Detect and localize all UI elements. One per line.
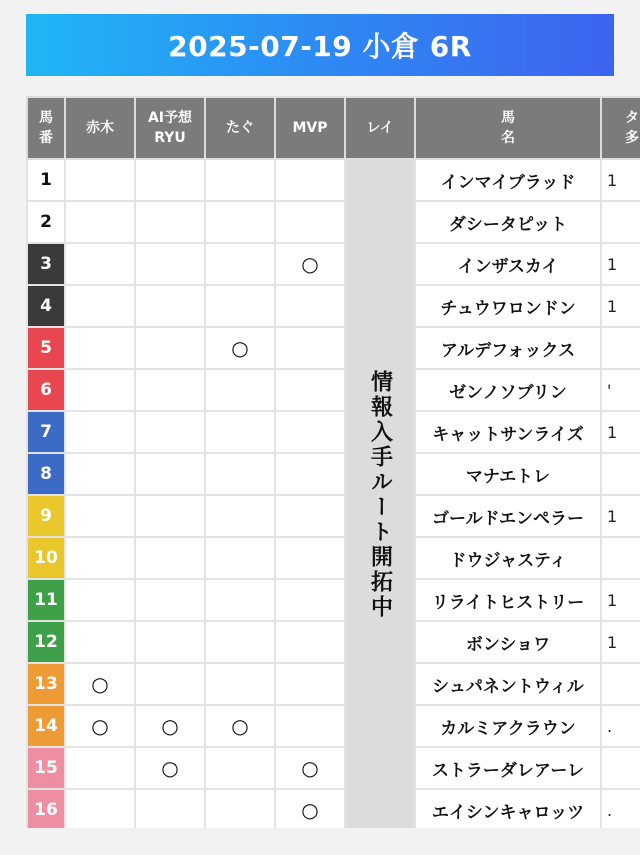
horse-name-cell[interactable]: リライトヒストリー: [415, 579, 601, 621]
akagi-mark-cell: ○: [65, 705, 135, 747]
mvp-mark-cell: [275, 285, 345, 327]
ai-ryu-mark-cell: [135, 663, 205, 705]
horse-number-cell: 4: [27, 285, 65, 327]
horse-number-cell: 12: [27, 621, 65, 663]
mvp-mark-cell: [275, 159, 345, 201]
horse-name-cell[interactable]: ゼンノソブリン: [415, 369, 601, 411]
header-ai-ryu: AI予想 RYU: [135, 97, 205, 159]
horse-name-cell[interactable]: アルデフォックス: [415, 327, 601, 369]
rei-status-text: 情報入手ルート開拓中: [367, 370, 393, 620]
horse-number-cell: 10: [27, 537, 65, 579]
akagi-mark-cell: [65, 789, 135, 828]
horse-number-cell: 6: [27, 369, 65, 411]
tagu-mark-cell: [205, 201, 275, 243]
ai-ryu-mark-cell: [135, 621, 205, 663]
tagu-mark-cell: [205, 495, 275, 537]
extra-cell: [601, 453, 640, 495]
mvp-mark-cell: [275, 369, 345, 411]
mvp-mark-cell: [275, 705, 345, 747]
mvp-mark-cell: [275, 495, 345, 537]
table-row: [27, 663, 640, 705]
tagu-mark-cell: ○: [205, 705, 275, 747]
ai-ryu-mark-cell: [135, 369, 205, 411]
akagi-mark-cell: [65, 537, 135, 579]
ai-ryu-mark-cell: [135, 789, 205, 828]
akagi-mark-cell: [65, 285, 135, 327]
horse-number-cell: 5: [27, 327, 65, 369]
horse-number-cell: 14: [27, 705, 65, 747]
table-header-row: [27, 97, 640, 159]
mvp-mark-cell: [275, 327, 345, 369]
ai-ryu-mark-cell: [135, 285, 205, 327]
tagu-mark-cell: [205, 243, 275, 285]
horse-number-cell: 1: [27, 159, 65, 201]
horse-number-cell: 3: [27, 243, 65, 285]
horse-number-cell: 7: [27, 411, 65, 453]
horse-name-cell[interactable]: シュパネントウィル: [415, 663, 601, 705]
table-row: [27, 537, 640, 579]
ai-ryu-mark-cell: ○: [135, 747, 205, 789]
rei-merged-cell: [345, 159, 415, 828]
extra-cell: [601, 747, 640, 789]
tagu-mark-cell: [205, 453, 275, 495]
akagi-mark-cell: [65, 453, 135, 495]
table-row: [27, 621, 640, 663]
horse-name-cell[interactable]: ボンショワ: [415, 621, 601, 663]
extra-cell: 1: [601, 243, 640, 285]
ai-ryu-mark-cell: [135, 495, 205, 537]
table-row: [27, 453, 640, 495]
mvp-mark-cell: [275, 537, 345, 579]
extra-cell: [601, 537, 640, 579]
horse-name-cell[interactable]: ダシータピット: [415, 201, 601, 243]
akagi-mark-cell: [65, 159, 135, 201]
horse-name-cell[interactable]: チュウワロンドン: [415, 285, 601, 327]
tagu-mark-cell: [205, 789, 275, 828]
horse-name-cell[interactable]: インザスカイ: [415, 243, 601, 285]
horse-name-cell[interactable]: エイシンキャロッツ: [415, 789, 601, 828]
table-row: [27, 789, 640, 828]
akagi-mark-cell: ○: [65, 663, 135, 705]
prediction-table-container[interactable]: [26, 96, 640, 828]
horse-number-cell: 2: [27, 201, 65, 243]
table-row: [27, 159, 640, 201]
tagu-mark-cell: ○: [205, 327, 275, 369]
horse-number-cell: 11: [27, 579, 65, 621]
table-row: [27, 411, 640, 453]
horse-number-cell: 16: [27, 789, 65, 828]
horse-name-cell[interactable]: マナエトレ: [415, 453, 601, 495]
header-horse-name: 馬 名: [415, 97, 601, 159]
header-mvp: MVP: [275, 97, 345, 159]
extra-cell: 1: [601, 285, 640, 327]
extra-cell: 1: [601, 621, 640, 663]
ai-ryu-mark-cell: [135, 159, 205, 201]
horse-name-cell[interactable]: カルミアクラウン: [415, 705, 601, 747]
ai-ryu-mark-cell: [135, 411, 205, 453]
akagi-mark-cell: [65, 369, 135, 411]
header-rei: レイ: [345, 97, 415, 159]
horse-name-cell[interactable]: ストラーダレアーレ: [415, 747, 601, 789]
header-extra: タ 多: [601, 97, 640, 159]
mvp-mark-cell: ○: [275, 747, 345, 789]
header-horse-number: 馬 番: [27, 97, 65, 159]
tagu-mark-cell: [205, 621, 275, 663]
tagu-mark-cell: [205, 747, 275, 789]
ai-ryu-mark-cell: [135, 243, 205, 285]
tagu-mark-cell: [205, 537, 275, 579]
table-row: [27, 327, 640, 369]
extra-cell: .: [601, 789, 640, 828]
horse-name-cell[interactable]: ドウジャスティ: [415, 537, 601, 579]
tagu-mark-cell: [205, 285, 275, 327]
extra-cell: [601, 201, 640, 243]
horse-number-cell: 13: [27, 663, 65, 705]
tagu-mark-cell: [205, 663, 275, 705]
prediction-table: [26, 96, 640, 828]
table-row: [27, 369, 640, 411]
mvp-mark-cell: [275, 621, 345, 663]
table-row: [27, 579, 640, 621]
table-row: [27, 495, 640, 537]
mvp-mark-cell: [275, 411, 345, 453]
horse-name-cell[interactable]: インマイブラッド: [415, 159, 601, 201]
extra-cell: 1: [601, 579, 640, 621]
mvp-mark-cell: [275, 201, 345, 243]
ai-ryu-mark-cell: [135, 201, 205, 243]
tagu-mark-cell: [205, 159, 275, 201]
table-body: [27, 159, 640, 828]
table-row: [27, 705, 640, 747]
mvp-mark-cell: ○: [275, 789, 345, 828]
ai-ryu-mark-cell: [135, 453, 205, 495]
mvp-mark-cell: [275, 663, 345, 705]
ai-ryu-mark-cell: [135, 579, 205, 621]
horse-number-cell: 9: [27, 495, 65, 537]
extra-cell: 1: [601, 411, 640, 453]
page-title: 2025-07-19 小倉 6R: [26, 14, 614, 76]
akagi-mark-cell: [65, 621, 135, 663]
horse-number-cell: 8: [27, 453, 65, 495]
mvp-mark-cell: ○: [275, 243, 345, 285]
mvp-mark-cell: [275, 453, 345, 495]
table-row: [27, 201, 640, 243]
akagi-mark-cell: [65, 243, 135, 285]
horse-name-cell[interactable]: ゴールドエンペラー: [415, 495, 601, 537]
ai-ryu-mark-cell: ○: [135, 705, 205, 747]
horse-name-cell[interactable]: キャットサンライズ: [415, 411, 601, 453]
header-tagu: たぐ: [205, 97, 275, 159]
extra-cell: .: [601, 705, 640, 747]
tagu-mark-cell: [205, 579, 275, 621]
table-row: [27, 285, 640, 327]
akagi-mark-cell: [65, 747, 135, 789]
extra-cell: 1: [601, 159, 640, 201]
extra-cell: 1: [601, 495, 640, 537]
akagi-mark-cell: [65, 327, 135, 369]
extra-cell: [601, 663, 640, 705]
table-row: [27, 243, 640, 285]
ai-ryu-mark-cell: [135, 537, 205, 579]
table-row: [27, 747, 640, 789]
akagi-mark-cell: [65, 495, 135, 537]
akagi-mark-cell: [65, 579, 135, 621]
mvp-mark-cell: [275, 579, 345, 621]
tagu-mark-cell: [205, 369, 275, 411]
header-akagi: 赤木: [65, 97, 135, 159]
tagu-mark-cell: [205, 411, 275, 453]
extra-cell: [601, 327, 640, 369]
akagi-mark-cell: [65, 411, 135, 453]
extra-cell: ': [601, 369, 640, 411]
akagi-mark-cell: [65, 201, 135, 243]
horse-number-cell: 15: [27, 747, 65, 789]
ai-ryu-mark-cell: [135, 327, 205, 369]
